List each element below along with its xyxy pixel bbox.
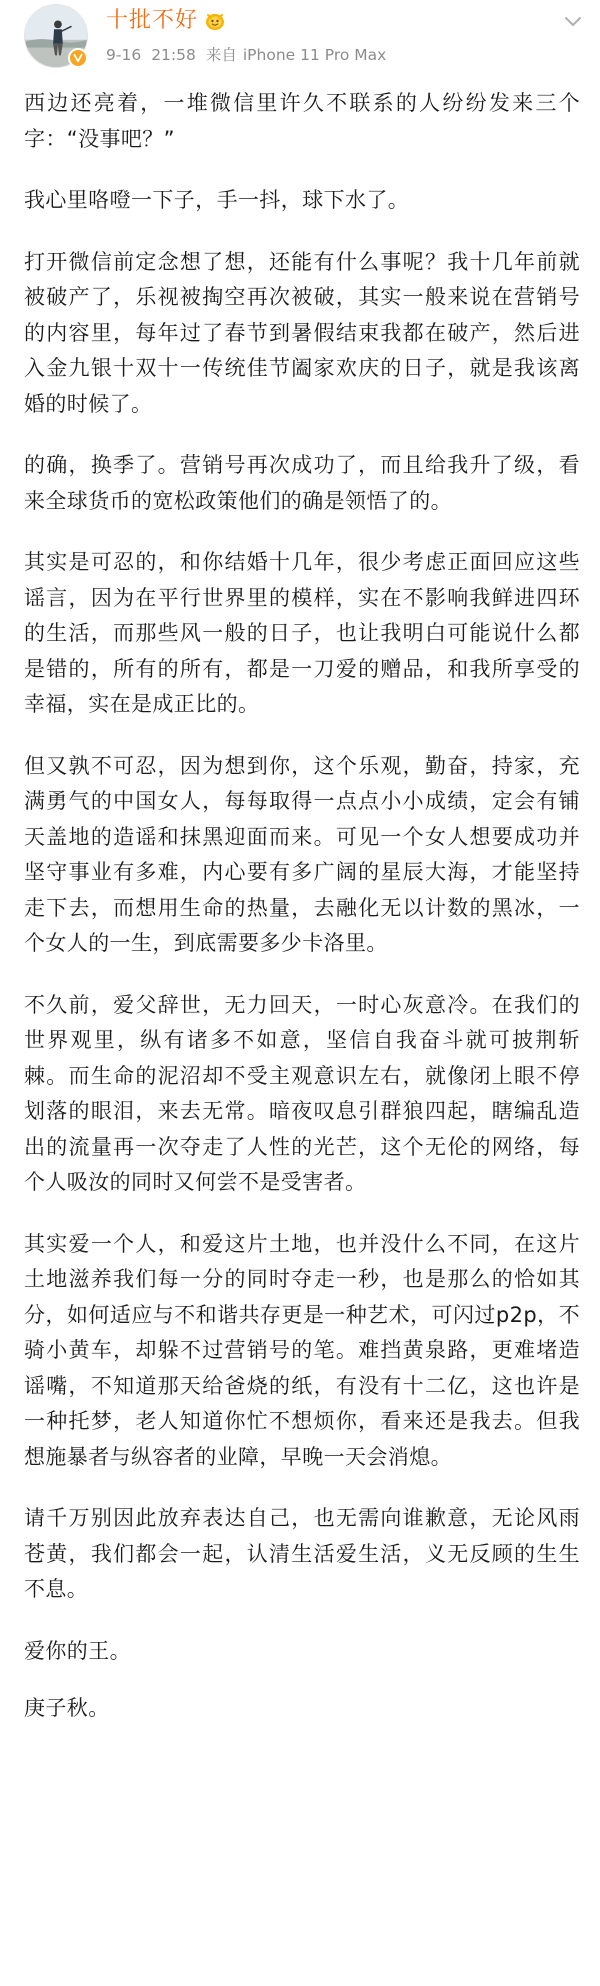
chevron-down-icon[interactable] <box>562 10 584 32</box>
username-row <box>106 6 226 36</box>
post-header <box>0 0 600 82</box>
member-emoji-icon <box>204 11 226 31</box>
post-date: 9-16 <box>106 46 142 64</box>
username[interactable]: 十批不好 <box>106 8 199 33</box>
post-time: 21:58 <box>151 46 196 64</box>
paragraph-4: 的确，换季了。营销号再次成功了，而且给我升了级，看来全球货币的宽松政策他们的确是领悟了的。 <box>24 453 580 513</box>
paragraph-8: 其实爱一个人，和爱这片土地，也并没什么不同，在这片土地滋养我们每一分的同时夺走一秒，也是那么的恰如其分，如何适应与不和谐共存更是一种艺术，可闪过p2p，不骑小黄车，却躲不过营销号的笔。难挡黄泉路，更难堵造谣嘴，不知道那天给爸烧的纸，有没有十二亿，这也许是一种托梦，老人知道你忙不想烦你，看来还是我去。但我想施暴者与纵容者的业障，早晚一天会消熄。 <box>24 1231 580 1469</box>
paragraph-1: 西边还亮着，一堆微信里许久不联系的人纷纷发来三个字：“没事吧？” <box>24 91 580 151</box>
source-device: iPhone 11 Pro Max <box>242 46 387 64</box>
verified-badge-icon <box>68 48 88 68</box>
paragraph-11: 庚子秋。 <box>24 1696 110 1720</box>
paragraph-10: 爱你的王。 <box>24 1638 131 1663</box>
paragraph-6: 但又孰不可忍，因为想到你，这个乐观，勤奋，持家，充满勇气的中国女人，每每取得一点点小小成绩，定会有铺天盖地的造谣和抹黑迎面而来。可见一个女人想要成功并坚守事业有多难，内心要有多广阔的星辰大海，才能坚持走下去，而想用生命的热量，去融化无以计数的黑冰，一个女人的一生，到底需要多少卡洛里。 <box>24 753 580 955</box>
paragraph-9: 请千万别因此放弃表达自己，也无需向谁歉意，无论风雨苍黄，我们都会一起，认清生活爱生活，义无反顾的生生不息。 <box>24 1506 580 1601</box>
paragraph-5: 其实是可忍的，和你结婚十几年，很少考虑正面回应这些谣言，因为在平行世界里的模样，实在不影响我鲜进四环的生活，而那些风一般的日子，也让我明白可能说什么都是错的，所有的所有，都是一刀爱的赠品，和我所享受的幸福，实在是成正比的。 <box>24 550 580 716</box>
paragraph-2: 我心里咯噔一下子，手一抖，球下水了。 <box>24 188 410 212</box>
paragraph-7: 不久前，爱父辞世，无力回天，一时心灰意冷。在我们的世界观里，纵有诸多不如意，坚信自我奋斗就可披荆斩棘。而生命的泥沼却不受主观意识左右，就像闭上眼不停划落的眼泪，来去无常。暗夜叹息引群狼四起，瞎编乱造出的流量再一次夺走了人性的光芒，这个无伦的网络，每个人吸汝的同时又何尝不是受害者。 <box>24 992 580 1194</box>
paragraph-3: 打开微信前定念想了想，还能有什么事呢？我十几年前就被破产了，乐视被掏空再次被破，其实一般来说在营销号的内容里，每年过了春节到暑假结束我都在破产，然后进入金九银十双十一传统佳节阖家欢庆的日子，就是我该离婚的时候了。 <box>24 249 580 416</box>
source-label: 来自 <box>205 46 237 64</box>
post-body <box>24 86 580 1749</box>
post-meta <box>106 44 396 66</box>
